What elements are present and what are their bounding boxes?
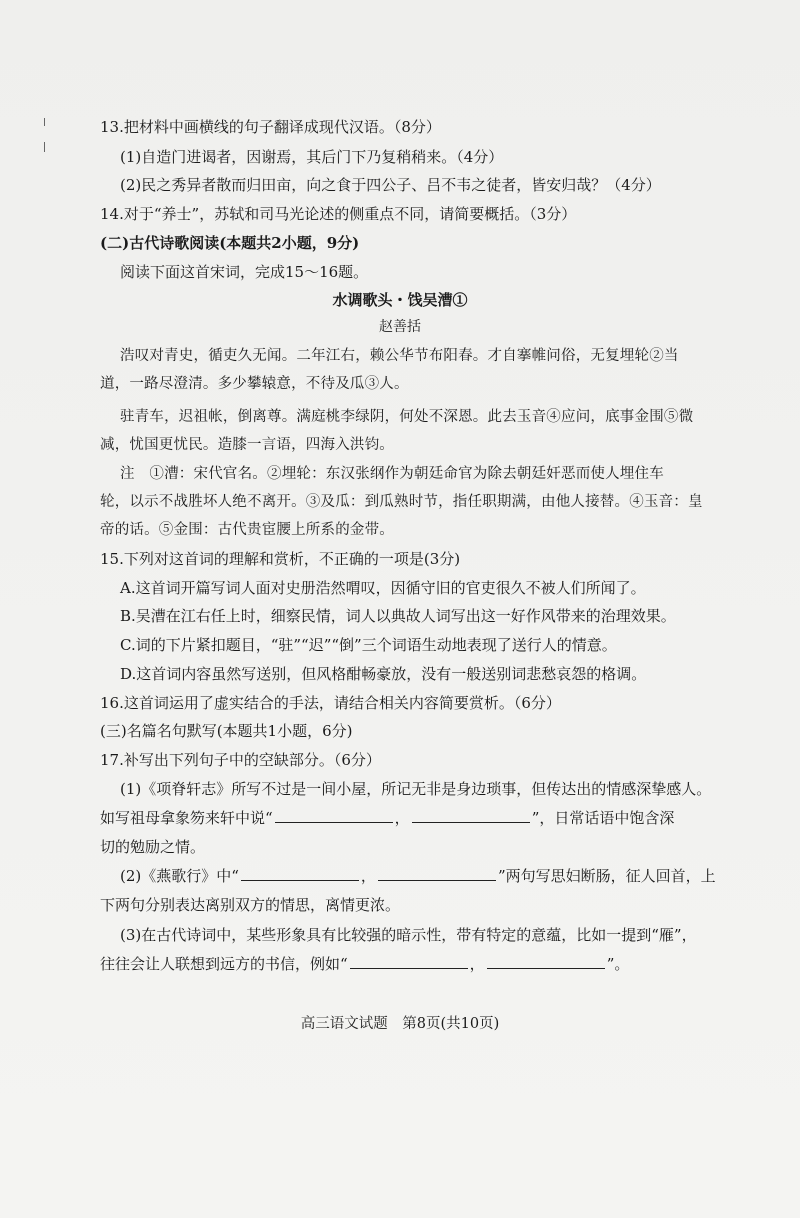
- q17-part2-prefix: (2)《燕歌行》中“: [120, 867, 239, 885]
- q17-stem: 17.补写出下列句子中的空缺部分。（6分）: [100, 751, 381, 769]
- poem-line: 浩叹对青史，循吏久无闻。二年江右，赖公华节布阳春。才自搴帷问俗，无复埋轮②当: [120, 348, 679, 364]
- poem-line: 驻青车，迟祖帐，倒离尊。满庭桃李绿阴，何处不深恩。此去玉音④应问，底事金围⑤微: [120, 409, 694, 425]
- q17-part2-suffix: ”两句写思妇断肠，征人回首，上: [497, 867, 716, 885]
- q17-part3-prefix: 往往会让人联想到远方的书信，例如“: [100, 955, 348, 973]
- answer-blank[interactable]: [241, 866, 359, 881]
- q17-part2-fill: [0, 866, 800, 886]
- q17-part2-end: 下两句分别表达离别双方的情思，离情更浓。: [100, 896, 401, 914]
- section2-heading: (二)古代诗歌阅读(本题共2小题，9分): [100, 234, 360, 252]
- poem-note: 注 ①漕：宋代官名。②埋轮：东汉张纲作为朝廷命官为除去朝廷奸恶而使人埋住车: [120, 466, 664, 482]
- poem-note: 轮，以示不战胜坏人绝不离开。③及瓜：到瓜熟时节，指任职期满，由他人接替。④玉音：皇: [100, 494, 703, 510]
- q15-option-c: C.词的下片紧扣题目，“驻”“迟”“倒”三个词语生动地表现了送行人的情意。: [120, 636, 617, 654]
- q15-option-d: D.这首词内容虽然写送别，但风格酣畅豪放，没有一般送别词悲愁哀怨的格调。: [120, 665, 647, 683]
- q15-stem: 15.下列对这首词的理解和赏析，不正确的一项是(3分): [100, 550, 461, 568]
- poem-line: 减，忧国更忧民。造膝一言语，四海入洪钧。: [100, 437, 394, 453]
- q17-part3-text: (3)在古代诗词中，某些形象具有比较强的暗示性，带有特定的意蕴，比如一提到“雁”，: [120, 926, 697, 944]
- q15-option-b: B.吴漕在江右任上时，细察民情，词人以典故人词写出这一好作风带来的治理效果。: [120, 607, 676, 625]
- q17-part1-fill: [0, 808, 800, 828]
- section2-intro: 阅读下面这首宋词，完成15～16题。: [120, 263, 369, 281]
- comma: ，: [469, 955, 485, 973]
- answer-blank[interactable]: [412, 808, 530, 823]
- answer-blank[interactable]: [487, 954, 605, 969]
- poem-line: 道，一路尽澄清。多少攀辕意，不待及瓜③人。: [100, 376, 409, 392]
- q17-part3-suffix: ”。: [606, 955, 630, 973]
- poem-author: 赵善括: [379, 319, 421, 335]
- q17-part1-text: (1)《项脊轩志》所写不过是一间小屋，所记无非是身边琐事，但传达出的情感深挚感人。: [120, 780, 712, 798]
- section3-heading: (三)名篇名句默写(本题共1小题，6分): [100, 722, 353, 740]
- q16-stem: 16.这首词运用了虚实结合的手法，请结合相关内容简要赏析。（6分）: [100, 694, 561, 712]
- q14-stem: 14.对于“养士”，苏轼和司马光论述的侧重点不同，请简要概括。（3分）: [100, 205, 577, 223]
- q17-part1-prefix: 如写祖母拿象笏来轩中说“: [100, 809, 273, 827]
- answer-blank[interactable]: [378, 866, 496, 881]
- q17-part1-end: 切的勉励之情。: [100, 838, 206, 856]
- q13-stem: 13.把材料中画横线的句子翻译成现代汉语。（8分）: [100, 118, 441, 136]
- q15-option-a: A.这首词开篇写词人面对史册浩然喟叹，因循守旧的官吏很久不被人们所闻了。: [120, 579, 646, 597]
- answer-blank[interactable]: [350, 954, 468, 969]
- q13-sub1: (1)自造门进谒者，因谢焉，其后门下乃复稍稍来。（4分）: [120, 148, 504, 166]
- poem-title: 水调歌头・饯吴漕①: [332, 291, 468, 309]
- q13-sub2: (2)民之秀异者散而归田亩，向之食于四公子、吕不韦之徒者，皆安归哉？（4分）: [120, 176, 661, 194]
- answer-blank[interactable]: [275, 808, 393, 823]
- comma: ，: [394, 809, 410, 827]
- page-footer: 高三语文试题 第8页(共10页): [300, 1016, 500, 1032]
- q17-part1-suffix: ”，日常话语中饱含深: [531, 809, 675, 827]
- poem-note: 帝的话。⑤金围：古代贵宦腰上所系的金带。: [100, 522, 394, 538]
- q17-part3-fill: [0, 954, 800, 974]
- comma: ，: [360, 867, 376, 885]
